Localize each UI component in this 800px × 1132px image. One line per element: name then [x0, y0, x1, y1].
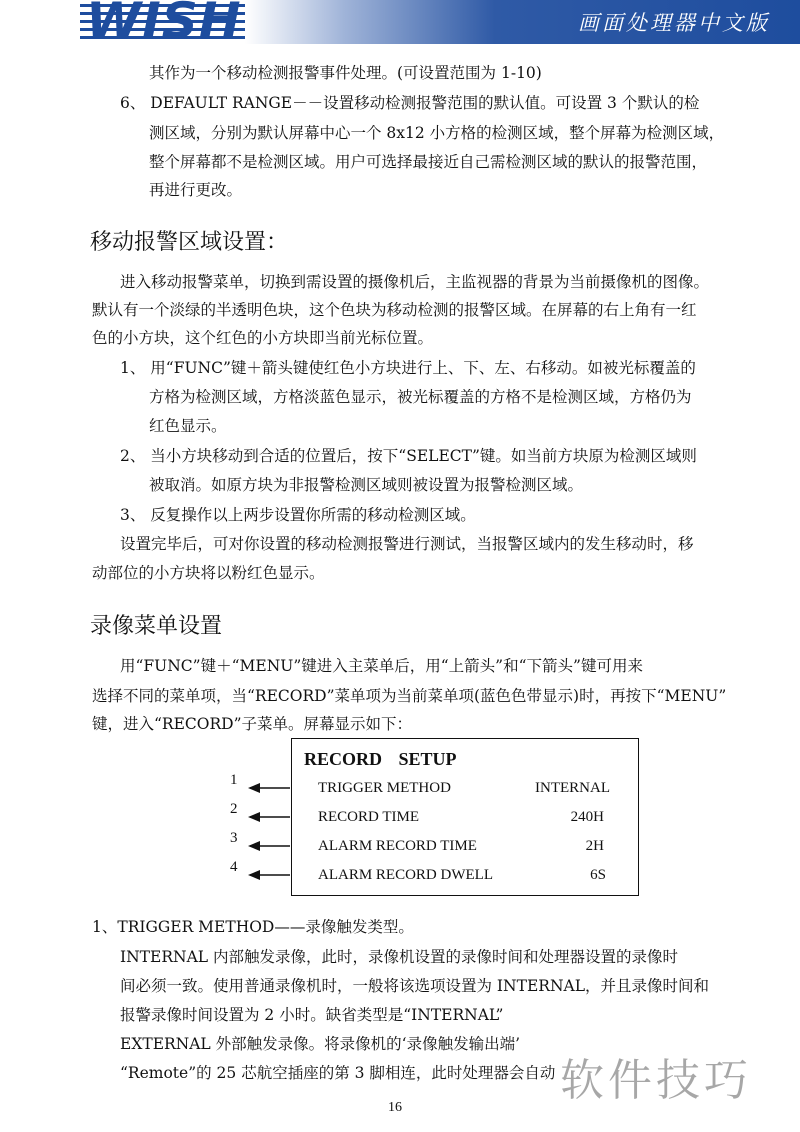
section-heading-motion-area: 移动报警区域设置：: [90, 230, 289, 255]
header-band: [245, 0, 800, 44]
section1-line: 1、 用“FUNC”键＋箭头键使红色小方块进行上、下、左、右移动。如被光标覆盖的: [120, 359, 696, 377]
menu-row-alarm-record-time: [318, 838, 624, 858]
after-line: 报警录像时间设置为 2 小时。缺省类型是“INTERNAL”: [120, 1006, 504, 1024]
row-number: 4: [230, 859, 238, 875]
intro-line: 6、 DEFAULT RANGE－－设置移动检测报警范围的默认值。可设置 3 个默认的检: [120, 94, 700, 112]
intro-line: 再进行更改。: [149, 181, 243, 199]
menu-row-label: RECORD TIME: [318, 809, 419, 825]
menu-row-label: ALARM RECORD DWELL: [318, 867, 493, 883]
menu-row-trigger-method: [318, 780, 624, 800]
menu-row-value: 240H: [570, 809, 604, 825]
section1-line: 动部位的小方块将以粉红色显示。: [92, 564, 325, 582]
after-line: INTERNAL 内部触发录像，此时，录像机设置的录像时间和处理器设置的录像时: [120, 948, 678, 966]
watermark: 软件技巧: [560, 1055, 752, 1106]
record-setup-menu: [291, 738, 639, 896]
after-line: 1、TRIGGER METHOD——录像触发类型。: [92, 918, 414, 936]
logo: WISH: [86, 0, 242, 50]
arrow-4: [248, 870, 290, 880]
section1-line: 设置完毕后，可对你设置的移动检测报警进行测试，当报警区域内的发生移动时，移: [120, 535, 694, 553]
section1-line: 2、 当小方块移动到合适的位置后，按下“SELECT”键。如当前方块原为检测区域则: [120, 447, 697, 465]
section2-line: 键，进入“RECORD”子菜单。屏幕显示如下：: [92, 715, 412, 733]
page-header: [0, 0, 800, 50]
row-number: 1: [230, 772, 238, 788]
menu-row-record-time: [318, 809, 624, 829]
row-number: 3: [230, 830, 238, 846]
section1-line: 默认有一个淡绿的半透明色块，这个色块为移动检测的报警区域。在屏幕的右上角有一红: [92, 301, 697, 319]
intro-line: 测区域，分别为默认屏幕中心一个 8x12 小方格的检测区域，整个屏幕为检测区域，: [149, 124, 725, 142]
menu-row-value: 2H: [585, 838, 604, 854]
section2-line: 用“FUNC”键＋“MENU”键进入主菜单后，用“上箭头”和“下箭头”键可用来: [120, 657, 643, 675]
section-heading-record-menu: 录像菜单设置: [90, 614, 223, 639]
menu-row-label: TRIGGER METHOD: [318, 780, 451, 796]
page-number: 16: [388, 1100, 402, 1115]
section1-line: 被取消。如原方块为非报警检测区域则被设置为报警检测区域。: [149, 476, 584, 494]
section1-line: 红色显示。: [149, 417, 227, 435]
row-number: 2: [230, 801, 238, 817]
menu-row-value: 6S: [590, 867, 606, 883]
menu-row-value: INTERNAL: [535, 780, 610, 796]
header-title: 画面处理器中文版: [578, 11, 770, 35]
section1-line: 3、 反复操作以上两步设置你所需的移动检测区域。: [120, 506, 476, 524]
menu-title: RECORD SETUP: [304, 749, 457, 769]
menu-row-alarm-record-dwell: [318, 867, 624, 887]
menu-row-label: ALARM RECORD TIME: [318, 838, 477, 854]
after-line: “Remote”的 25 芯航空插座的第 3 脚相连，此时处理器会自动: [120, 1064, 556, 1082]
intro-line: 整个屏幕都不是检测区域。用户可选择最接近自己需检测区域的默认的报警范围，: [149, 153, 708, 171]
after-line: 间必须一致。使用普通录像机时，一般将该选项设置为 INTERNAL，并且录像时间和: [120, 977, 709, 995]
section1-line: 方格为检测区域，方格淡蓝色显示，被光标覆盖的方格不是检测区域，方格仍为: [149, 388, 692, 406]
section2-line: 选择不同的菜单项，当“RECORD”菜单项为当前菜单项(蓝色色带显示)时，再按下“MENU”: [92, 687, 727, 705]
after-line: EXTERNAL 外部触发录像。将录像机的‘录像触发输出端’: [120, 1035, 521, 1053]
arrow-2: [248, 812, 290, 822]
arrow-1: [248, 783, 290, 793]
section1-line: 进入移动报警菜单，切换到需设置的摄像机后，主监视器的背景为当前摄像机的图像。: [120, 273, 710, 291]
intro-line: 其作为一个移动检测报警事件处理。(可设置范围为 1-10): [149, 64, 542, 82]
arrow-3: [248, 841, 290, 851]
section1-line: 色的小方块，这个红色的小方块即当前光标位置。: [92, 329, 434, 347]
